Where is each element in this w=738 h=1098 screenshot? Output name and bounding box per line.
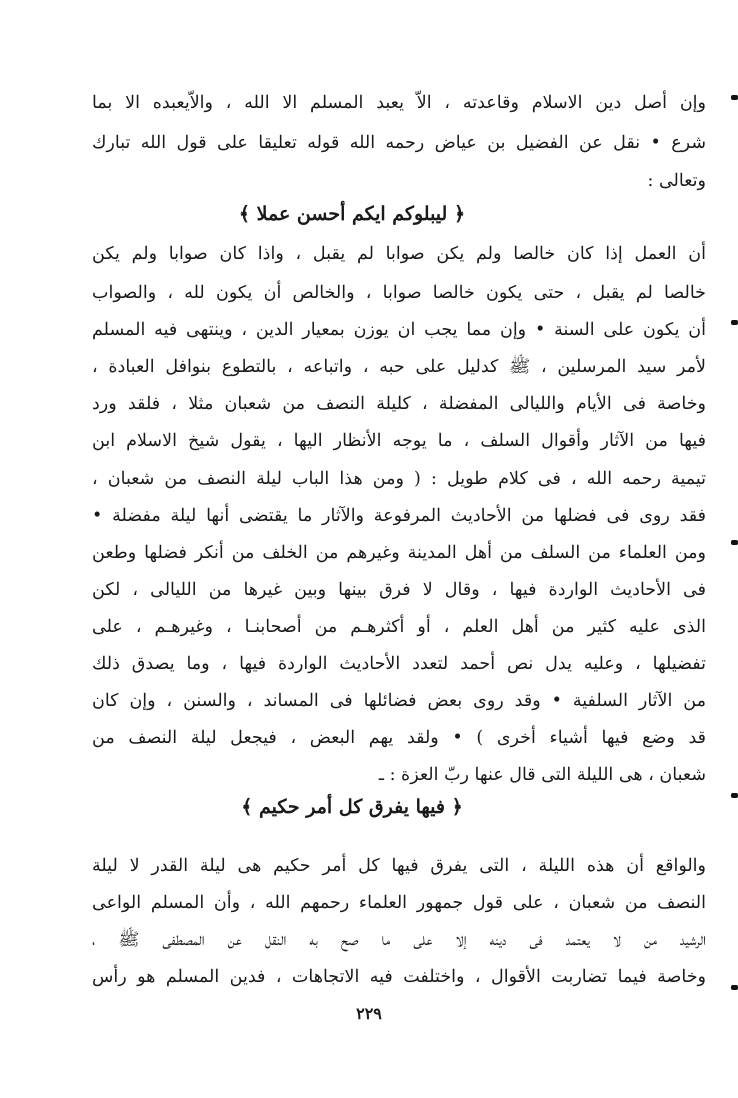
quran-verse: ﴿ ليبلوكم ايكم أحسن عملا ﴾	[238, 203, 466, 225]
text-line: فيها من الآثار وأقوال السلف ، ما يوجه الأنظار اليها ، يقول شيخ الاسلام ابن	[92, 431, 706, 451]
text-line: ومن العلماء من السلف من أهل المدينة وغيرهم من الخلف من أنكر فضلها وطعن	[92, 543, 706, 563]
text-line: الرشيد من لا يعتمد فى دينه إلا على ما صح به النقل عن المصطفى ﷺ ،	[92, 930, 706, 950]
text-line: وتعالى :	[647, 171, 706, 191]
text-line: شعبان ، هى الليلة التى قال عنها ربّ العزة : ـ	[378, 765, 706, 785]
text-line: النصف من شعبان ، على قول جمهور العلماء رحمهم الله ، وأن المسلم الواعى	[92, 893, 706, 913]
scan-edge-mark	[731, 95, 738, 100]
text-line: وخاصة فى الأيام والليالى المفضلة ، كليلة النصف من شعبان مثلا ، فلقد ورد	[92, 394, 706, 414]
scan-edge-mark	[731, 793, 738, 798]
text-line: فقد روى فى فضلها من الأحاديث المرفوعة والآثار ما يقتضى أنها ليلة مفضلة •	[92, 506, 706, 526]
text-line: فى الأحاديث الواردة فيها ، وقال لا فرق بينها وبين غيرها من الليالى ، لكن	[92, 580, 706, 600]
text-line: تفضيلها ، وعليه يدل نص أحمد لتعدد الأحاديث الواردة فيها ، وما يصدق ذلك	[92, 654, 706, 674]
text-line: تيمية رحمه الله ، فى كلام طويل : ( ومن هذا الباب ليلة النصف من شعبان ،	[92, 469, 706, 489]
text-line: خالصا لم يقبل ، حتى يكون خالصا صوابا ، والخالص أن يكون لله ، والصواب	[92, 283, 706, 303]
scan-edge-mark	[731, 540, 738, 545]
text-line: والواقع أن هذه الليلة ، التى يفرق فيها كل أمر حكيم هى ليلة القدر لا ليلة	[92, 856, 706, 876]
scan-edge-mark	[731, 320, 738, 325]
quran-verse: ﴿ فيها يفرق كل أمر حكيم ﴾	[241, 796, 463, 818]
text-line: أن العمل إذا كان خالصا ولم يكن صوابا لم يقبل ، واذا كان صوابا ولم يكن	[92, 244, 706, 264]
text-line: قد وضع فيها أشياء أخرى ) • ولقد يهم البعض ، فيجعل ليلة النصف من	[92, 728, 706, 748]
text-line: أن يكون على السنة • وإن مما يجب ان يوزن بمعيار الدين ، وينتهى فيه المسلم	[92, 320, 706, 340]
text-line: شرع • نقل عن الفضيل بن عياض رحمه الله قوله تعليقا على قول الله تبارك	[92, 133, 706, 153]
text-line: من الآثار السلفية • وقد روى بعض فضائلها فى المساند ، والسنن ، وإن كان	[92, 691, 706, 711]
text-line: الذى عليه كثير من أهل العلم ، أو أكثرهـم من أصحابنـا ، وغيرهـم ، على	[92, 617, 706, 637]
text-line: وإن أصل دين الاسلام وقاعدته ، الاّ يعبد المسلم الا الله ، والاّيعبده الا بما	[92, 93, 706, 113]
text-line: وخاصة فيما تضاربت الأقوال ، واختلفت فيه الاتجاهات ، فدين المسلم هو رأس	[92, 967, 706, 987]
text-line: لأمر سيد المرسلين ، ﷺ كدليل على حبه ، واتباعه ، بالتطوع بنوافل العبادة ،	[92, 357, 706, 377]
scan-edge-mark	[731, 985, 738, 990]
page-number: ٢٢٩	[356, 1004, 382, 1023]
